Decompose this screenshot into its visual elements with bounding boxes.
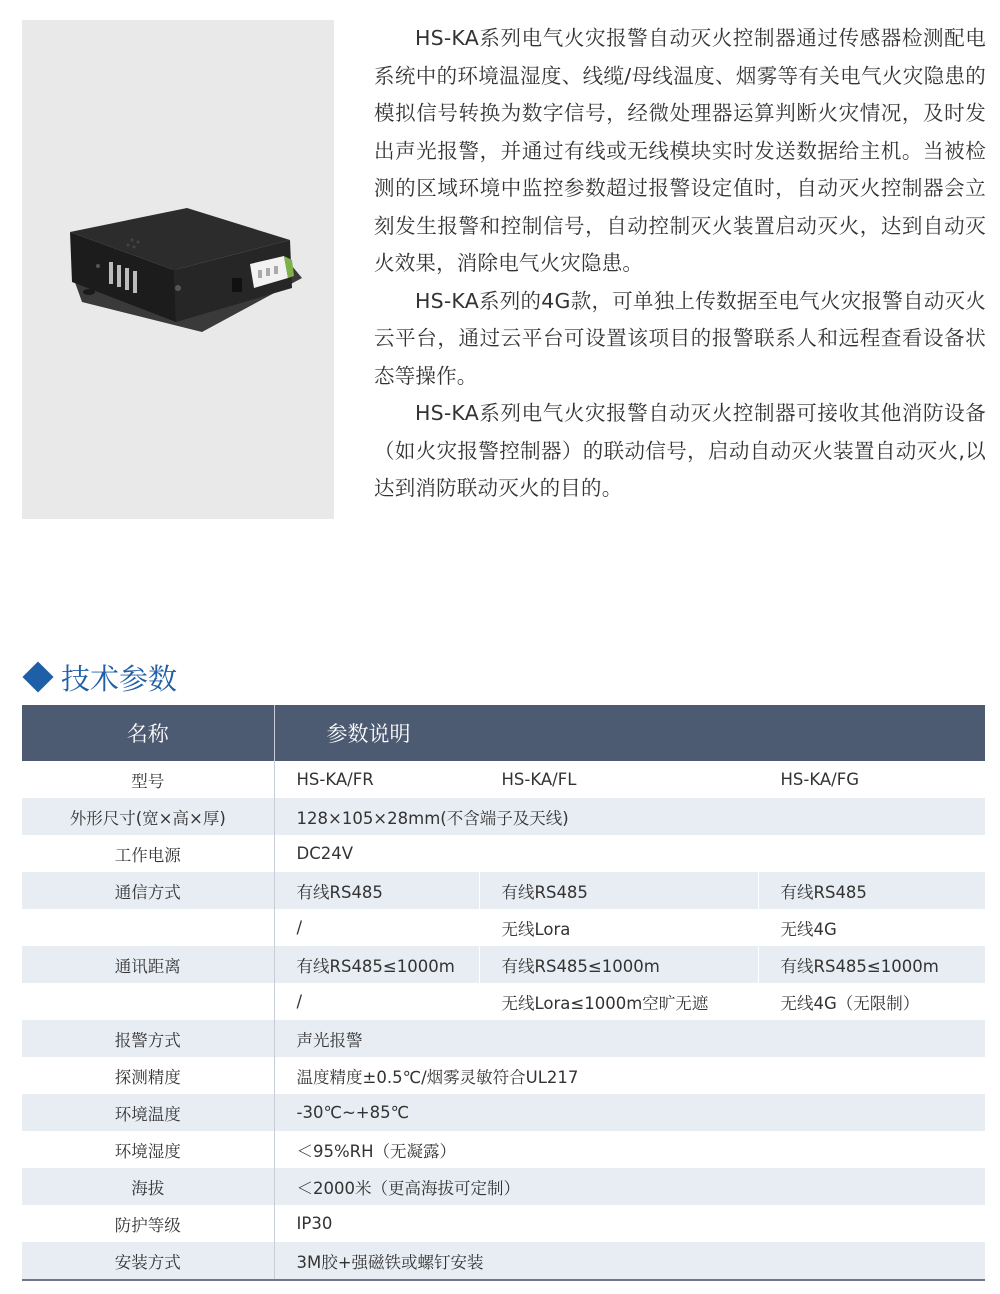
row-label: 通讯距离 xyxy=(22,946,274,983)
intro-paragraph-3: HS-KA系列电气火灾报警自动灭火控制器可接收其他消防设备（如火灾报警控制器）的联动信号，启动自动灭火装置自动灭火,以达到消防联动灭火的目的。 xyxy=(374,401,986,500)
row-label: 型号 xyxy=(22,761,274,798)
row-value: 无线4G（无限制） xyxy=(780,993,920,1013)
row-value: 有线RS485≤1000m xyxy=(758,946,985,983)
row-value: 无线4G xyxy=(780,919,837,939)
row-label: 工作电源 xyxy=(22,835,274,872)
row-value: IP30 xyxy=(296,1214,333,1233)
row-value: DC24V xyxy=(296,844,354,863)
diamond-bullet-icon xyxy=(22,661,53,692)
section-title-text: 技术参数 xyxy=(61,661,178,696)
row-label: 安装方式 xyxy=(22,1242,274,1280)
table-row-installation xyxy=(22,1242,985,1280)
header-description: 参数说明 xyxy=(274,705,985,761)
section-heading xyxy=(22,655,177,699)
product-image xyxy=(22,20,334,519)
row-value: 有线RS485 xyxy=(758,872,985,909)
table-row-power xyxy=(22,835,985,872)
row-value: 无线Lora≤1000m空旷无遮 xyxy=(479,983,758,1020)
row-value: ＜2000米（更高海拔可定制） xyxy=(274,1168,985,1205)
row-label: 环境温度 xyxy=(22,1094,274,1131)
table-row-distance xyxy=(22,946,985,983)
table-header-row xyxy=(22,705,985,761)
row-value: ＜95%RH（无凝露） xyxy=(296,1141,457,1161)
row-label: 通信方式 xyxy=(22,872,274,909)
header-name: 名称 xyxy=(22,705,274,761)
row-value: -30℃~+85℃ xyxy=(274,1094,985,1131)
row-label xyxy=(22,983,274,1020)
row-value: 有线RS485 xyxy=(479,872,758,909)
row-label xyxy=(22,909,274,946)
row-value: 无线Lora xyxy=(479,909,758,946)
table-row-communication-wireless xyxy=(22,909,985,946)
row-value: 有线RS485≤1000m xyxy=(274,946,479,983)
table-row-model xyxy=(22,761,985,798)
table-row-distance-wireless xyxy=(22,983,985,1020)
row-label: 防护等级 xyxy=(22,1205,274,1242)
row-value: / xyxy=(274,909,479,946)
table-row-alarm xyxy=(22,1020,985,1057)
table-row-accuracy xyxy=(22,1057,985,1094)
row-value: 3M胶+强磁铁或螺钉安装 xyxy=(274,1242,985,1280)
row-value: 温度精度±0.5℃/烟雾灵敏符合UL217 xyxy=(296,1067,579,1087)
table-row-dimensions xyxy=(22,798,985,835)
row-label: 环境湿度 xyxy=(22,1131,274,1168)
controller-device-illustration xyxy=(22,20,334,519)
row-label: 探测精度 xyxy=(22,1057,274,1094)
row-value: 声光报警 xyxy=(274,1020,985,1057)
table-row-humidity xyxy=(22,1131,985,1168)
table-row-communication xyxy=(22,872,985,909)
row-value: HS-KA/FR xyxy=(274,761,479,798)
product-description xyxy=(374,20,986,508)
row-label: 报警方式 xyxy=(22,1020,274,1057)
intro-paragraph-2: HS-KA系列的4G款，可单独上传数据至电气火灾报警自动灭火云平台，通过云平台可设置该项目的报警联系人和远程查看设备状态等操作。 xyxy=(374,288,986,388)
row-value: 128×105×28mm(不含端子及天线) xyxy=(274,798,985,835)
table-row-protection xyxy=(22,1205,985,1242)
row-label: 外形尺寸(宽×高×厚) xyxy=(22,798,274,835)
table-row-temperature xyxy=(22,1094,985,1131)
row-value: 有线RS485 xyxy=(274,872,479,909)
row-value: HS-KA/FG xyxy=(780,770,859,789)
row-label: 海拔 xyxy=(22,1168,274,1205)
intro-paragraph-1: HS-KA系列电气火灾报警自动灭火控制器通过传感器检测配电系统中的环境温湿度、线缆/母线温度、烟雾等有关电气火灾隐患的模拟信号转换为数字信号，经微处理器运算判断火灾情况，及时发出声光报警，并通过有线或无线模块实时发送数据给主机。当被检测的区域环境中监控参数超过报警设定值时，自动灭火控制器会立刻发生报警和控制信号，自动控制灭火装置启动灭火，达到自动灭火效果，消除电气火灾隐患。 xyxy=(374,26,986,275)
row-value: HS-KA/FL xyxy=(479,761,758,798)
row-value: 有线RS485≤1000m xyxy=(479,946,758,983)
row-value: / xyxy=(274,983,479,1020)
spec-table xyxy=(22,705,985,1281)
table-row-altitude xyxy=(22,1168,985,1205)
